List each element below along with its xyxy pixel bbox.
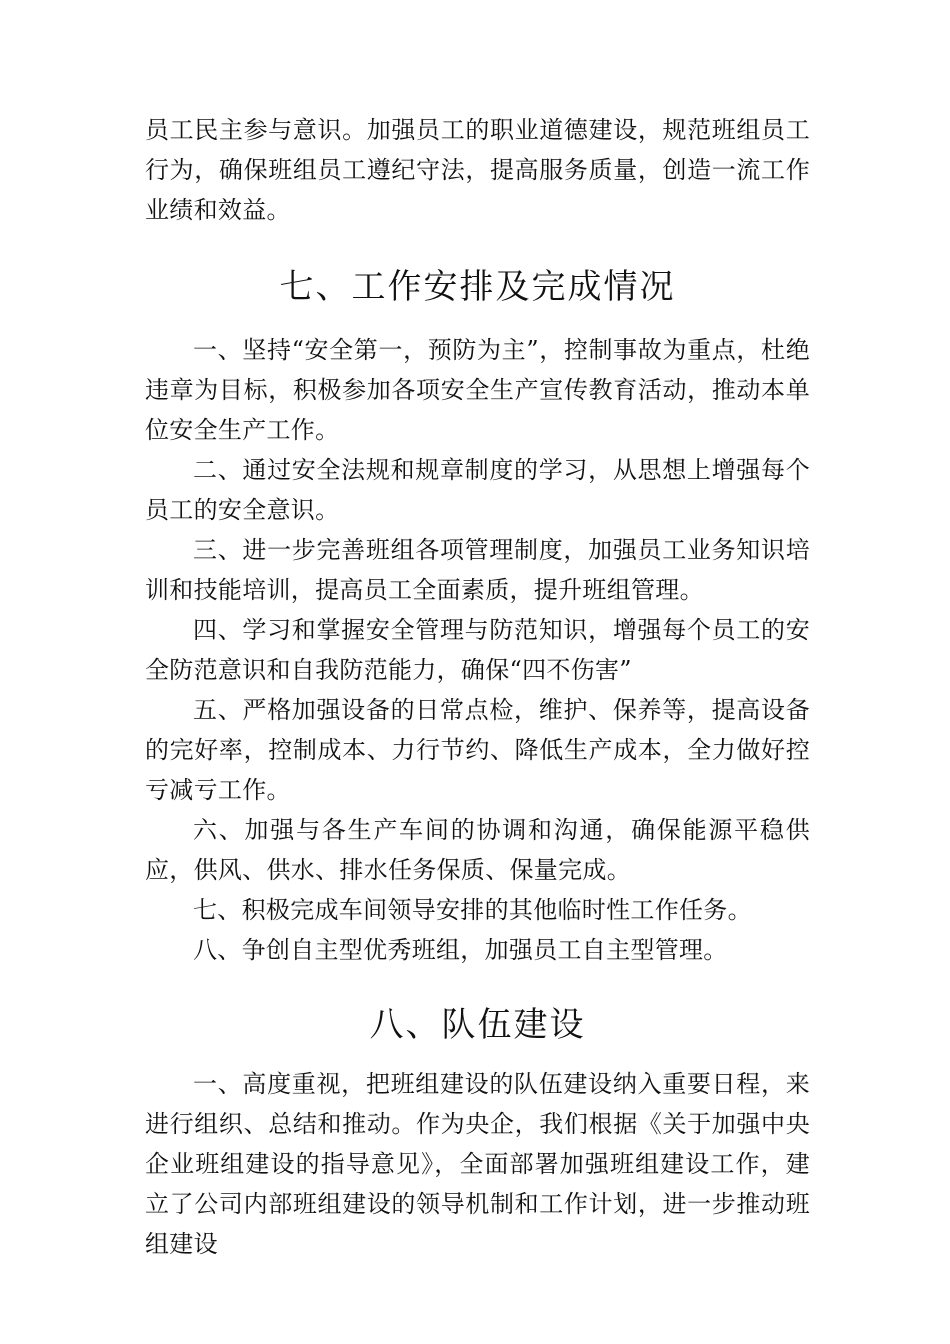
paragraph-item: 八、争创自主型优秀班组，加强员工自主型管理。 bbox=[193, 936, 728, 964]
paragraph-item: 六、加强与各生产车间的协调和沟通，确保能源平稳供应，供风、供水、排水任务保质、保量完成。 bbox=[145, 816, 810, 884]
paragraph-item: 七、积极完成车间领导安排的其他临时性工作任务。 bbox=[193, 896, 752, 924]
paragraph-item: 四、学习和掌握安全管理与防范知识，增强每个员工的安全防范意识和自我防范能力，确保“四不伤害” bbox=[145, 616, 810, 684]
document-body bbox=[145, 110, 810, 1264]
paragraph-continuation: 员工民主参与意识。加强员工的职业道德建设，规范班组员工行为，确保班组员工遵纪守法，提高服务质量，创造一流工作业绩和效益。 bbox=[145, 116, 810, 224]
paragraph-item: 一、坚持“安全第一，预防为主”，控制事故为重点，杜绝违章为目标，积极参加各项安全生产宣传教育活动，推动本单位安全生产工作。 bbox=[145, 336, 810, 444]
paragraph-item: 二、通过安全法规和规章制度的学习，从思想上增强每个员工的安全意识。 bbox=[145, 456, 810, 524]
paragraph-item: 五、严格加强设备的日常点检，维护、保养等，提高设备的完好率，控制成本、力行节约、降低生产成本，全力做好控亏减亏工作。 bbox=[145, 696, 810, 804]
paragraph-item: 三、进一步完善班组各项管理制度，加强员工业务知识培训和技能培训，提高员工全面素质，提升班组管理。 bbox=[145, 536, 810, 604]
paragraph-item: 一、高度重视，把班组建设的队伍建设纳入重要日程，来进行组织、总结和推动。作为央企，我们根据《关于加强中央企业班组建设的指导意见》，全面部署加强班组建设工作，建立了公司内部班组建设的领导机制和工作计划，进一步推动班组建设 bbox=[145, 1070, 810, 1258]
section-heading-team-building: 八、队伍建设 bbox=[369, 1005, 586, 1045]
section-heading-work-arrangement: 七、工作安排及完成情况 bbox=[279, 267, 676, 307]
